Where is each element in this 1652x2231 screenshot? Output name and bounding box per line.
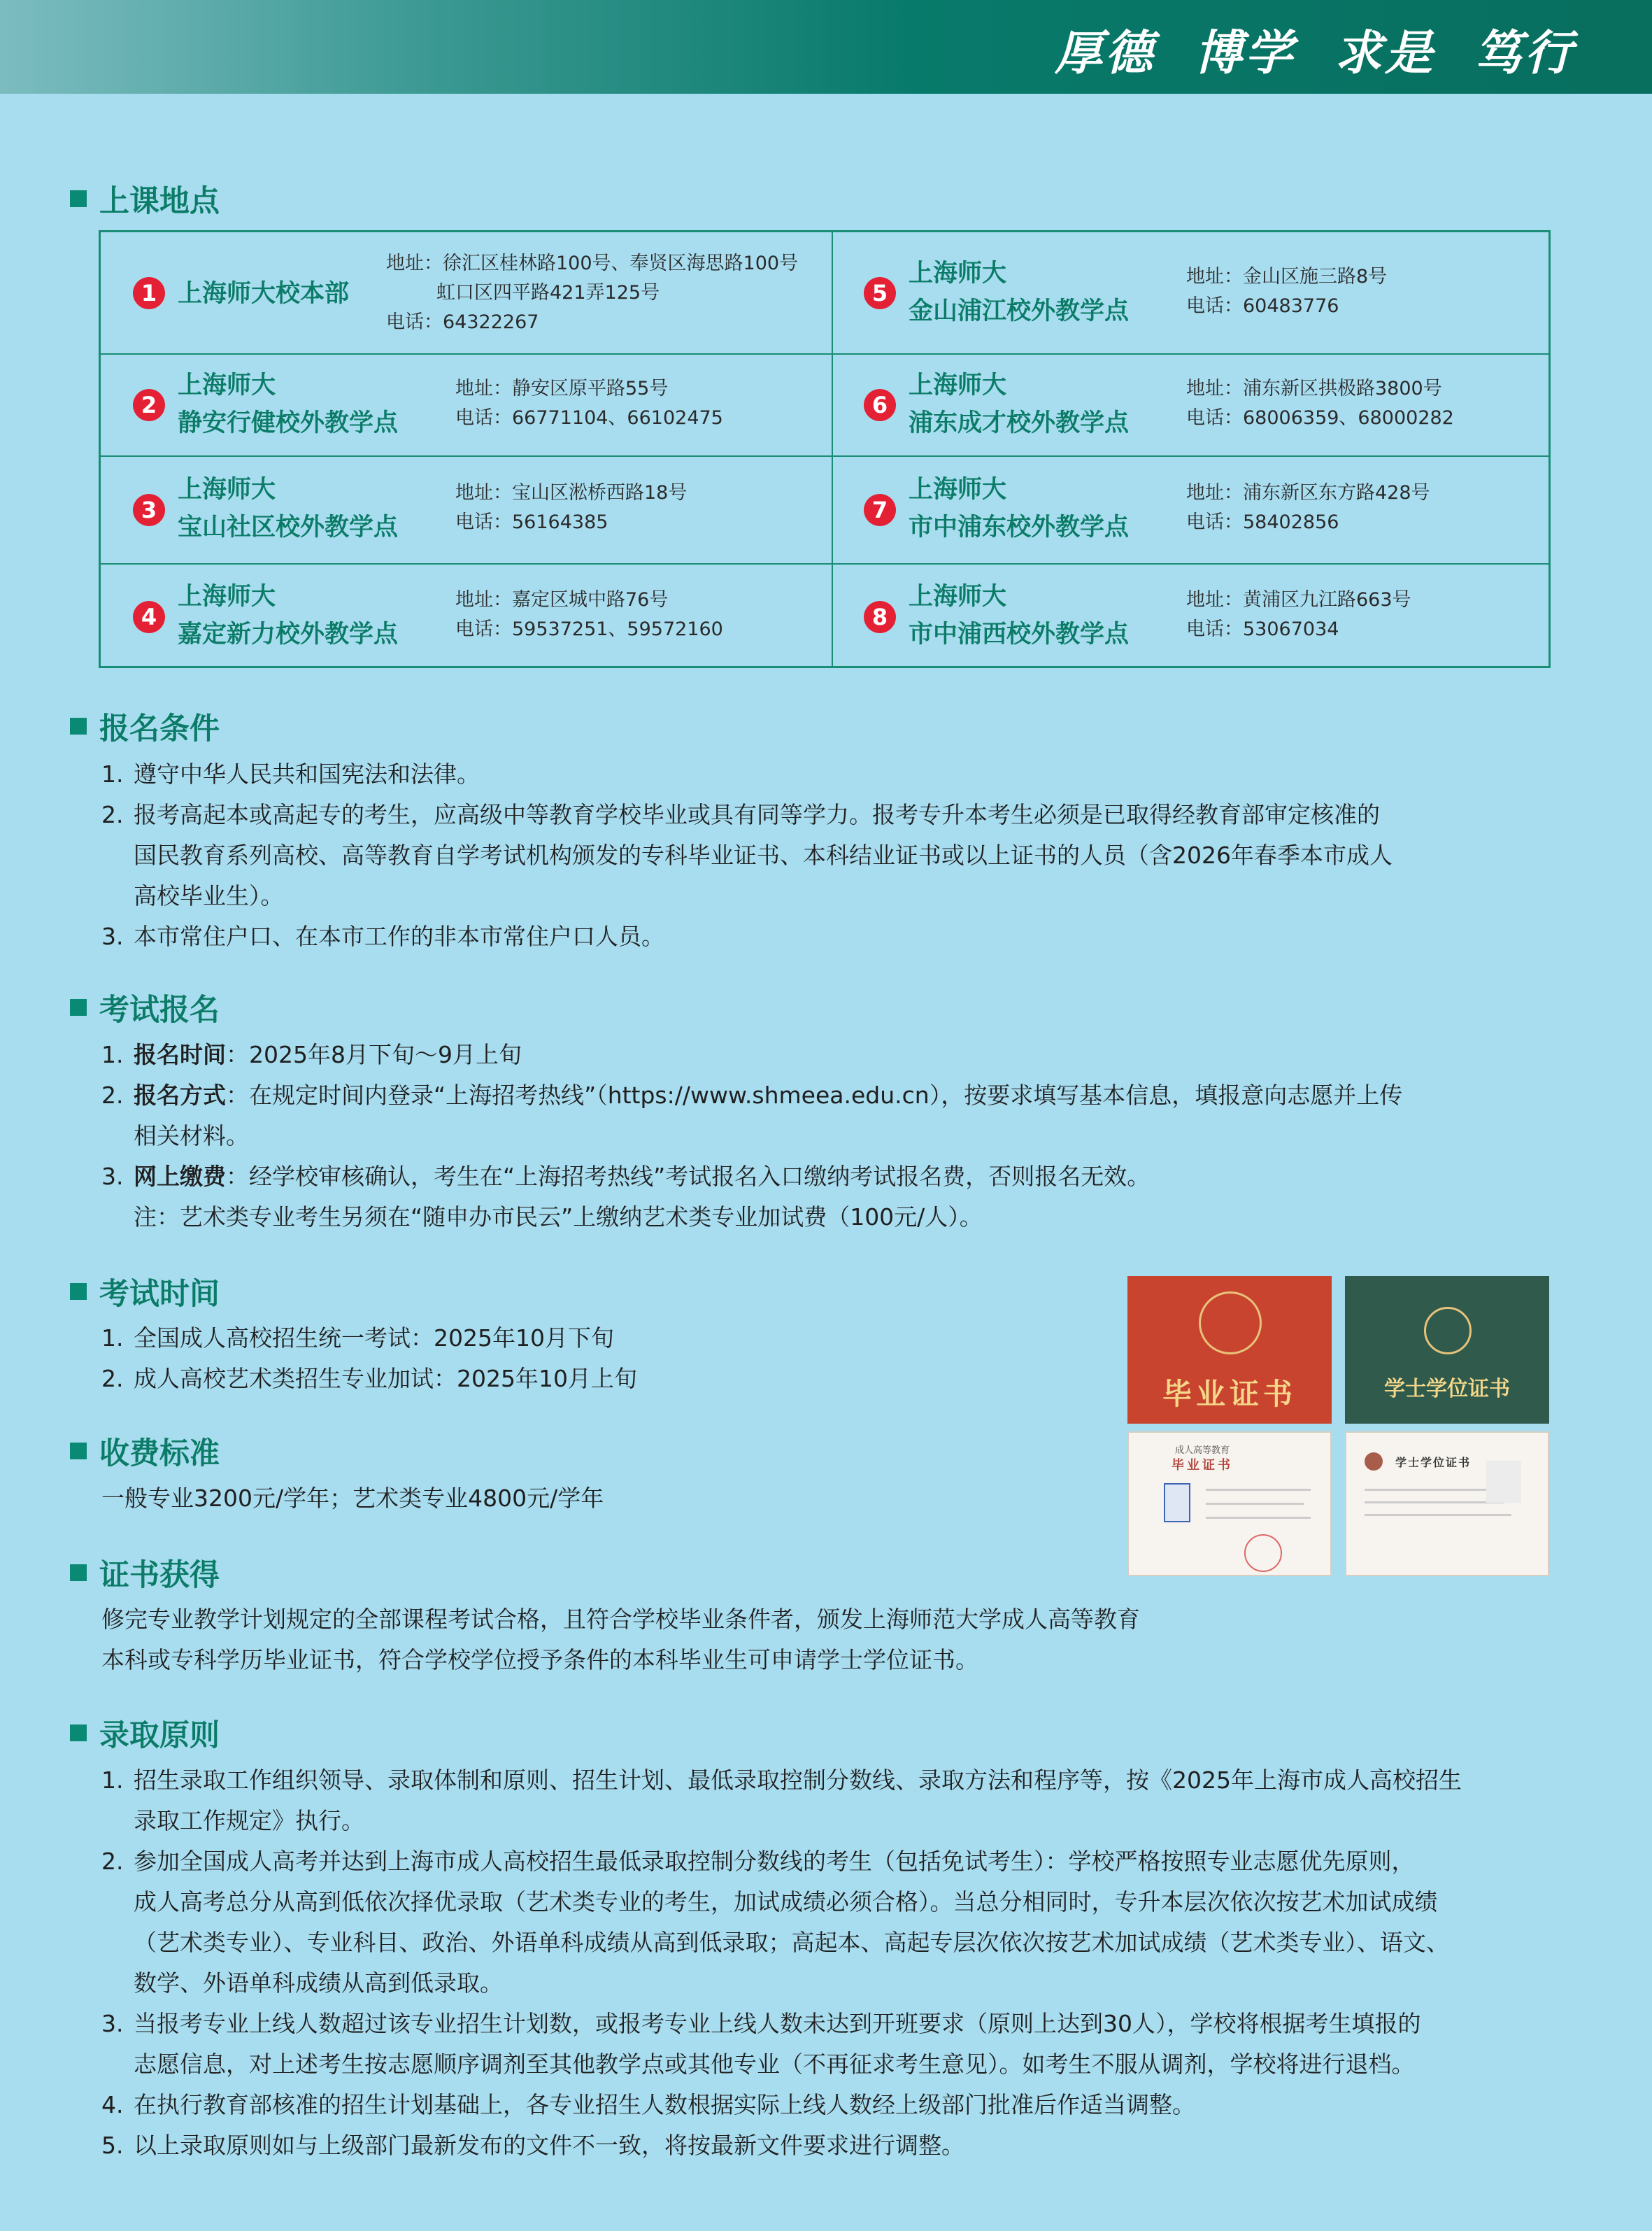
registration-list xyxy=(101,1035,1402,1238)
section-title: 考试时间 xyxy=(99,1276,220,1312)
location-name: 上海师大 xyxy=(178,371,276,399)
location-phone: 电话：58402856 xyxy=(1186,511,1339,533)
section-heading-certificate xyxy=(70,1552,220,1594)
list-item xyxy=(101,1760,1462,1801)
paragraph-line: 本科或专科学历毕业证书，符合学校学位授予条件的本科毕业生可申请学士学位证书。 xyxy=(101,1646,978,1673)
square-bullet-icon xyxy=(70,190,87,207)
item-text: 本市常住户口、在本市工作的非本市常住户口人员。 xyxy=(134,923,664,950)
locations-table xyxy=(99,230,1551,668)
table-divider xyxy=(101,353,1548,355)
item-text: 参加全国成人高考并达到上海市成人高校招生最低录取控制分数线的考生（包括免试考生）：学校严格按照专业志愿优先原则， xyxy=(134,1848,1415,1875)
photo-placeholder xyxy=(1164,1483,1190,1522)
square-bullet-icon xyxy=(70,1283,87,1300)
location-number-badge: 7 xyxy=(864,494,896,526)
square-bullet-icon xyxy=(70,718,87,735)
location-number-badge: 1 xyxy=(133,277,165,309)
motto-word: 厚德 xyxy=(1054,25,1155,81)
location-name: 浦东成才校外教学点 xyxy=(909,409,1130,437)
item-number: 1. xyxy=(101,1324,124,1352)
list-item xyxy=(101,1841,1462,1882)
location-name: 上海师大校本部 xyxy=(178,280,350,308)
item-text: 数学、外语单科成绩从高到低录取。 xyxy=(134,1969,503,1997)
location-number-badge: 3 xyxy=(133,494,165,526)
item-text: 报考高起本或高起专的考生，应高级中等教育学校毕业或具有同等学力。报考专升本考生必须是已取得经教育部审定核准的 xyxy=(134,801,1380,828)
list-item xyxy=(101,1075,1402,1116)
item-number: 2. xyxy=(101,1365,124,1392)
list-item xyxy=(101,1156,1402,1197)
item-text: 遵守中华人民共和国宪法和法律。 xyxy=(134,760,480,788)
location-address: 地址：金山区施三路8号 xyxy=(1186,266,1388,288)
item-number: 2. xyxy=(101,801,124,828)
location-number-badge: 6 xyxy=(864,389,896,421)
school-emblem-icon xyxy=(1424,1307,1472,1354)
admission-list xyxy=(101,1760,1462,2166)
section-title: 上课地点 xyxy=(99,183,220,219)
square-bullet-icon xyxy=(70,1564,87,1581)
location-name: 市中浦西校外教学点 xyxy=(909,621,1130,649)
location-address: 虹口区四平路421弄125号 xyxy=(436,282,660,304)
list-item xyxy=(101,2125,1462,2166)
location-phone: 电话：66771104、66102475 xyxy=(455,407,723,429)
section-heading-registration xyxy=(70,986,220,1028)
location-address: 地址：徐汇区桂林路100号、奉贤区海思路100号 xyxy=(386,253,799,274)
section-heading-locations xyxy=(70,178,220,220)
location-address: 地址：黄浦区九江路663号 xyxy=(1186,589,1411,611)
table-divider xyxy=(101,563,1548,565)
location-phone: 电话：68006359、68000282 xyxy=(1186,407,1454,429)
item-number: 2. xyxy=(101,1848,124,1875)
item-number: 1. xyxy=(101,760,124,788)
location-address: 地址：浦东新区拱极路3800号 xyxy=(1186,378,1442,399)
motto-word: 笃行 xyxy=(1474,25,1575,81)
item-text: 相关材料。 xyxy=(134,1122,249,1149)
text-line-decoration xyxy=(1365,1501,1504,1503)
text-line-decoration xyxy=(1365,1514,1511,1516)
diploma-cover-title: 毕业证书 xyxy=(1162,1377,1297,1411)
item-label: 网上缴费 xyxy=(134,1163,226,1190)
diploma-cover-image xyxy=(1127,1276,1332,1424)
list-item xyxy=(101,795,1393,835)
item-number: 5. xyxy=(101,2132,124,2159)
table-divider xyxy=(832,232,833,666)
degree-inner-title: 学士学位证书 xyxy=(1395,1456,1472,1469)
degree-cover-image xyxy=(1345,1276,1549,1424)
list-item xyxy=(101,2004,1462,2044)
section-heading-fees xyxy=(70,1430,220,1472)
item-text: 当报考专业上线人数超过该专业招生计划数，或报考专业上线人数未达到开班要求（原则上达到30人），学校将根据考生填报的 xyxy=(134,2010,1421,2037)
degree-inner-image xyxy=(1345,1431,1549,1576)
item-text: 成人高校艺术类招生专业加试：2025年10月上旬 xyxy=(134,1365,637,1392)
school-emblem-icon xyxy=(1365,1452,1383,1471)
location-phone: 电话：56164385 xyxy=(455,511,608,533)
seal-stamp xyxy=(1244,1534,1282,1572)
item-text: 以上录取原则如与上级部门最新发布的文件不一致，将按最新文件要求进行调整。 xyxy=(134,2132,964,2159)
location-address: 地址：宝山区淞桥西路18号 xyxy=(455,482,688,504)
item-text: （艺术类专业）、专业科目、政治、外语单科成绩从高到低录取；高起本、高起专层次依次按艺术加试成绩（艺术类专业）、语文、 xyxy=(134,1929,1449,1956)
list-item xyxy=(101,754,1393,795)
item-note: 注：艺术类专业考生另须在“随申办市民云”上缴纳艺术类专业加试费（100元/人）。 xyxy=(134,1203,983,1231)
item-text: 志愿信息，对上述考生按志愿顺序调剂至其他教学点或其他专业（不再征求考生意见）。如考生不服从调剂，学校将进行退档。 xyxy=(134,2051,1415,2078)
item-label: 报名时间 xyxy=(134,1041,226,1068)
location-name: 嘉定新力校外教学点 xyxy=(178,621,399,649)
header-banner xyxy=(0,0,1652,94)
section-title: 证书获得 xyxy=(99,1557,220,1593)
list-item xyxy=(101,2085,1462,2125)
square-bullet-icon xyxy=(70,1724,87,1741)
item-number: 4. xyxy=(101,2091,124,2118)
location-phone: 电话：59537251、59572160 xyxy=(455,618,723,640)
item-text: 全国成人高校招生统一考试：2025年10月下旬 xyxy=(134,1324,614,1352)
fees-text: 一般专业3200元/学年；艺术类专业4800元/学年 xyxy=(101,1485,604,1512)
motto-word: 博学 xyxy=(1194,25,1295,81)
school-motto xyxy=(1016,15,1575,83)
certificate-text xyxy=(101,1599,1140,1680)
school-emblem-icon xyxy=(1199,1291,1262,1354)
location-number-badge: 5 xyxy=(864,277,896,309)
item-number: 3. xyxy=(101,2010,124,2037)
item-text: 录取工作规定》执行。 xyxy=(134,1807,364,1834)
item-text: 国民教育系列高校、高等教育自学考试机构颁发的专科毕业证书、本科结业证书或以上证书的人员（含2026年春季本市成人 xyxy=(134,842,1393,869)
degree-cover-title: 学士学位证书 xyxy=(1384,1377,1510,1401)
location-address: 地址：浦东新区东方路428号 xyxy=(1186,482,1430,504)
location-phone: 电话：60483776 xyxy=(1186,295,1339,317)
location-name: 市中浦东校外教学点 xyxy=(909,514,1130,541)
item-text: 成人高考总分从高到低依次择优录取（艺术类专业的考生，加试成绩必须合格）。当总分相同时，专升本层次依次按艺术加试成绩 xyxy=(134,1888,1438,1915)
section-title: 考试报名 xyxy=(99,992,220,1028)
section-heading-exam-time xyxy=(70,1270,220,1312)
diploma-inner-title: 毕业证书 xyxy=(1172,1458,1233,1473)
location-address: 地址：静安区原平路55号 xyxy=(455,378,669,399)
section-heading-admission xyxy=(70,1712,220,1754)
item-text: ：2025年8月下旬～9月上旬 xyxy=(226,1041,522,1068)
location-name: 上海师大 xyxy=(178,476,276,504)
section-title: 收费标准 xyxy=(99,1436,220,1471)
location-number-badge: 2 xyxy=(133,389,165,421)
item-number: 3. xyxy=(101,923,124,950)
location-name: 上海师大 xyxy=(909,476,1007,504)
location-name: 静安行健校外教学点 xyxy=(178,409,399,437)
diploma-inner-header: 成人高等教育 xyxy=(1174,1445,1230,1456)
item-text: 高校毕业生）。 xyxy=(134,882,284,909)
text-line-decoration xyxy=(1206,1503,1304,1505)
location-phone: 电话：64322267 xyxy=(386,311,539,333)
list-item xyxy=(101,1318,637,1359)
item-text: ：在规定时间内登录“上海招考热线”（https://www.shmeea.edu.cn），按要求填写基本信息，填报意向志愿并上传 xyxy=(226,1082,1403,1109)
square-bullet-icon xyxy=(70,1443,87,1459)
text-line-decoration xyxy=(1206,1517,1311,1519)
location-name: 上海师大 xyxy=(178,583,276,611)
location-name: 上海师大 xyxy=(909,583,1007,611)
table-divider xyxy=(101,455,1548,457)
item-number: 1. xyxy=(101,1041,124,1068)
section-title: 录取原则 xyxy=(99,1717,220,1753)
diploma-inner-image xyxy=(1127,1431,1332,1576)
item-text: ：经学校审核确认，考生在“上海招考热线”考试报名入口缴纳考试报名费，否则报名无效。 xyxy=(226,1163,1151,1190)
location-name: 宝山社区校外教学点 xyxy=(178,514,399,541)
location-phone: 电话：53067034 xyxy=(1186,618,1339,640)
list-item xyxy=(101,916,1393,957)
item-label: 报名方式 xyxy=(134,1082,226,1109)
item-number: 1. xyxy=(101,1766,124,1794)
list-item xyxy=(101,1035,1402,1075)
motto-word: 求是 xyxy=(1334,25,1435,81)
photo-placeholder xyxy=(1486,1461,1521,1503)
item-number: 2. xyxy=(101,1082,124,1109)
text-line-decoration xyxy=(1206,1489,1311,1491)
location-name: 上海师大 xyxy=(909,260,1007,288)
location-number-badge: 8 xyxy=(864,601,896,633)
item-text: 在执行教育部核准的招生计划基础上，各专业招生人数根据实际上线人数经上级部门批准后作适当调整。 xyxy=(134,2091,1195,2118)
eligibility-list xyxy=(101,754,1393,957)
location-name: 上海师大 xyxy=(909,371,1007,399)
list-item xyxy=(101,1359,637,1399)
item-number: 3. xyxy=(101,1163,124,1190)
location-name: 金山浦江校外教学点 xyxy=(909,297,1130,325)
location-number-badge: 4 xyxy=(133,601,165,633)
exam-time-list xyxy=(101,1318,637,1399)
item-text: 招生录取工作组织领导、录取体制和原则、招生计划、最低录取控制分数线、录取方法和程序等，按《2025年上海市成人高校招生 xyxy=(134,1766,1462,1794)
square-bullet-icon xyxy=(70,999,87,1016)
location-address: 地址：嘉定区城中路76号 xyxy=(455,589,669,611)
paragraph-line: 修完专业教学计划规定的全部课程考试合格，且符合学校毕业条件者，颁发上海师范大学成人高等教育 xyxy=(101,1606,1140,1633)
section-heading-eligibility xyxy=(70,705,220,747)
section-title: 报名条件 xyxy=(99,711,220,746)
